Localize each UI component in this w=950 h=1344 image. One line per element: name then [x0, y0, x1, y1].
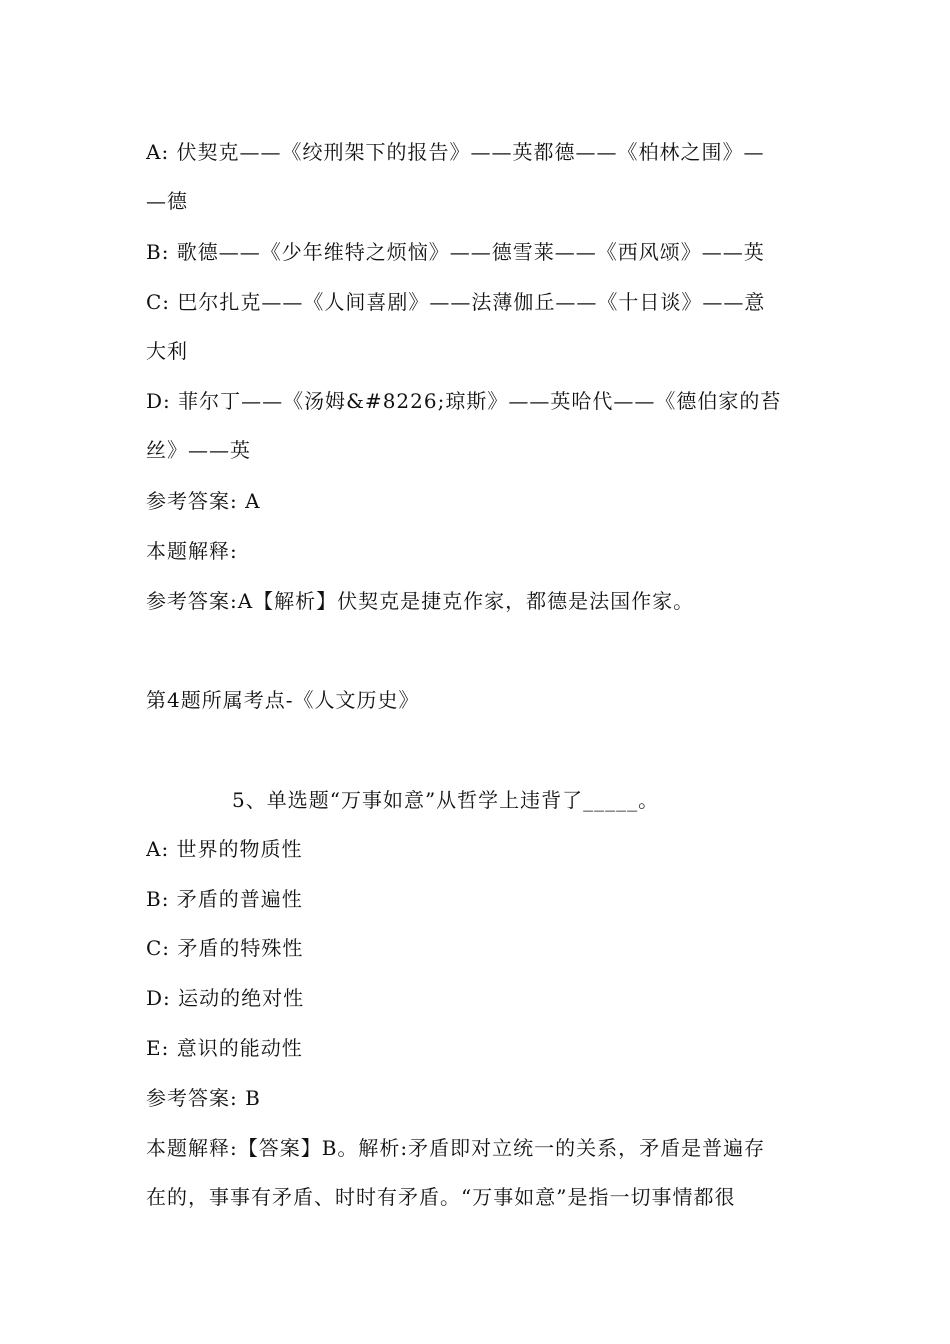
- q5-option-d: D: 运动的绝对性: [146, 986, 305, 1010]
- q5-option-c: C: 矛盾的特殊性: [146, 936, 304, 960]
- q4-option-d-line2: 丝》——英: [146, 438, 251, 462]
- q5-option-a: A: 世界的物质性: [146, 837, 303, 861]
- q5-stem: 5、单选题“万事如意”从哲学上违背了_____。: [232, 788, 660, 812]
- q4-option-c-line2: 大利: [146, 339, 188, 363]
- q4-topic: 第4题所属考点-《人文历史》: [146, 688, 420, 712]
- q5-option-b: B: 矛盾的普遍性: [146, 887, 303, 911]
- q4-answer: 参考答案: A: [146, 489, 261, 513]
- q4-explanation-label: 本题解释:: [146, 539, 238, 563]
- q5-answer: 参考答案: B: [146, 1086, 261, 1110]
- q4-option-d-line1: D: 菲尔丁——《汤姆&#8226;琼斯》——英哈代——《德伯家的苔: [146, 389, 782, 413]
- q4-option-a-line1: A: 伏契克——《绞刑架下的报告》——英都德——《柏林之围》—: [146, 140, 765, 164]
- q4-option-b: B: 歌德——《少年维特之烦恼》——德雪莱——《西风颂》——英: [146, 240, 765, 264]
- q5-explanation-line1: 本题解释:【答案】B。解析:矛盾即对立统一的关系，矛盾是普遍存: [146, 1136, 766, 1160]
- q5-option-e: E: 意识的能动性: [146, 1036, 303, 1060]
- q4-option-a-line2: —德: [146, 189, 188, 213]
- q5-explanation-line2: 在的，事事有矛盾、时时有矛盾。“万事如意”是指一切事情都很: [146, 1185, 736, 1209]
- q4-option-c-line1: C: 巴尔扎克——《人间喜剧》——法薄伽丘——《十日谈》——意: [146, 290, 766, 314]
- q4-explanation: 参考答案:A【解析】伏契克是捷克作家，都德是法国作家。: [146, 589, 695, 613]
